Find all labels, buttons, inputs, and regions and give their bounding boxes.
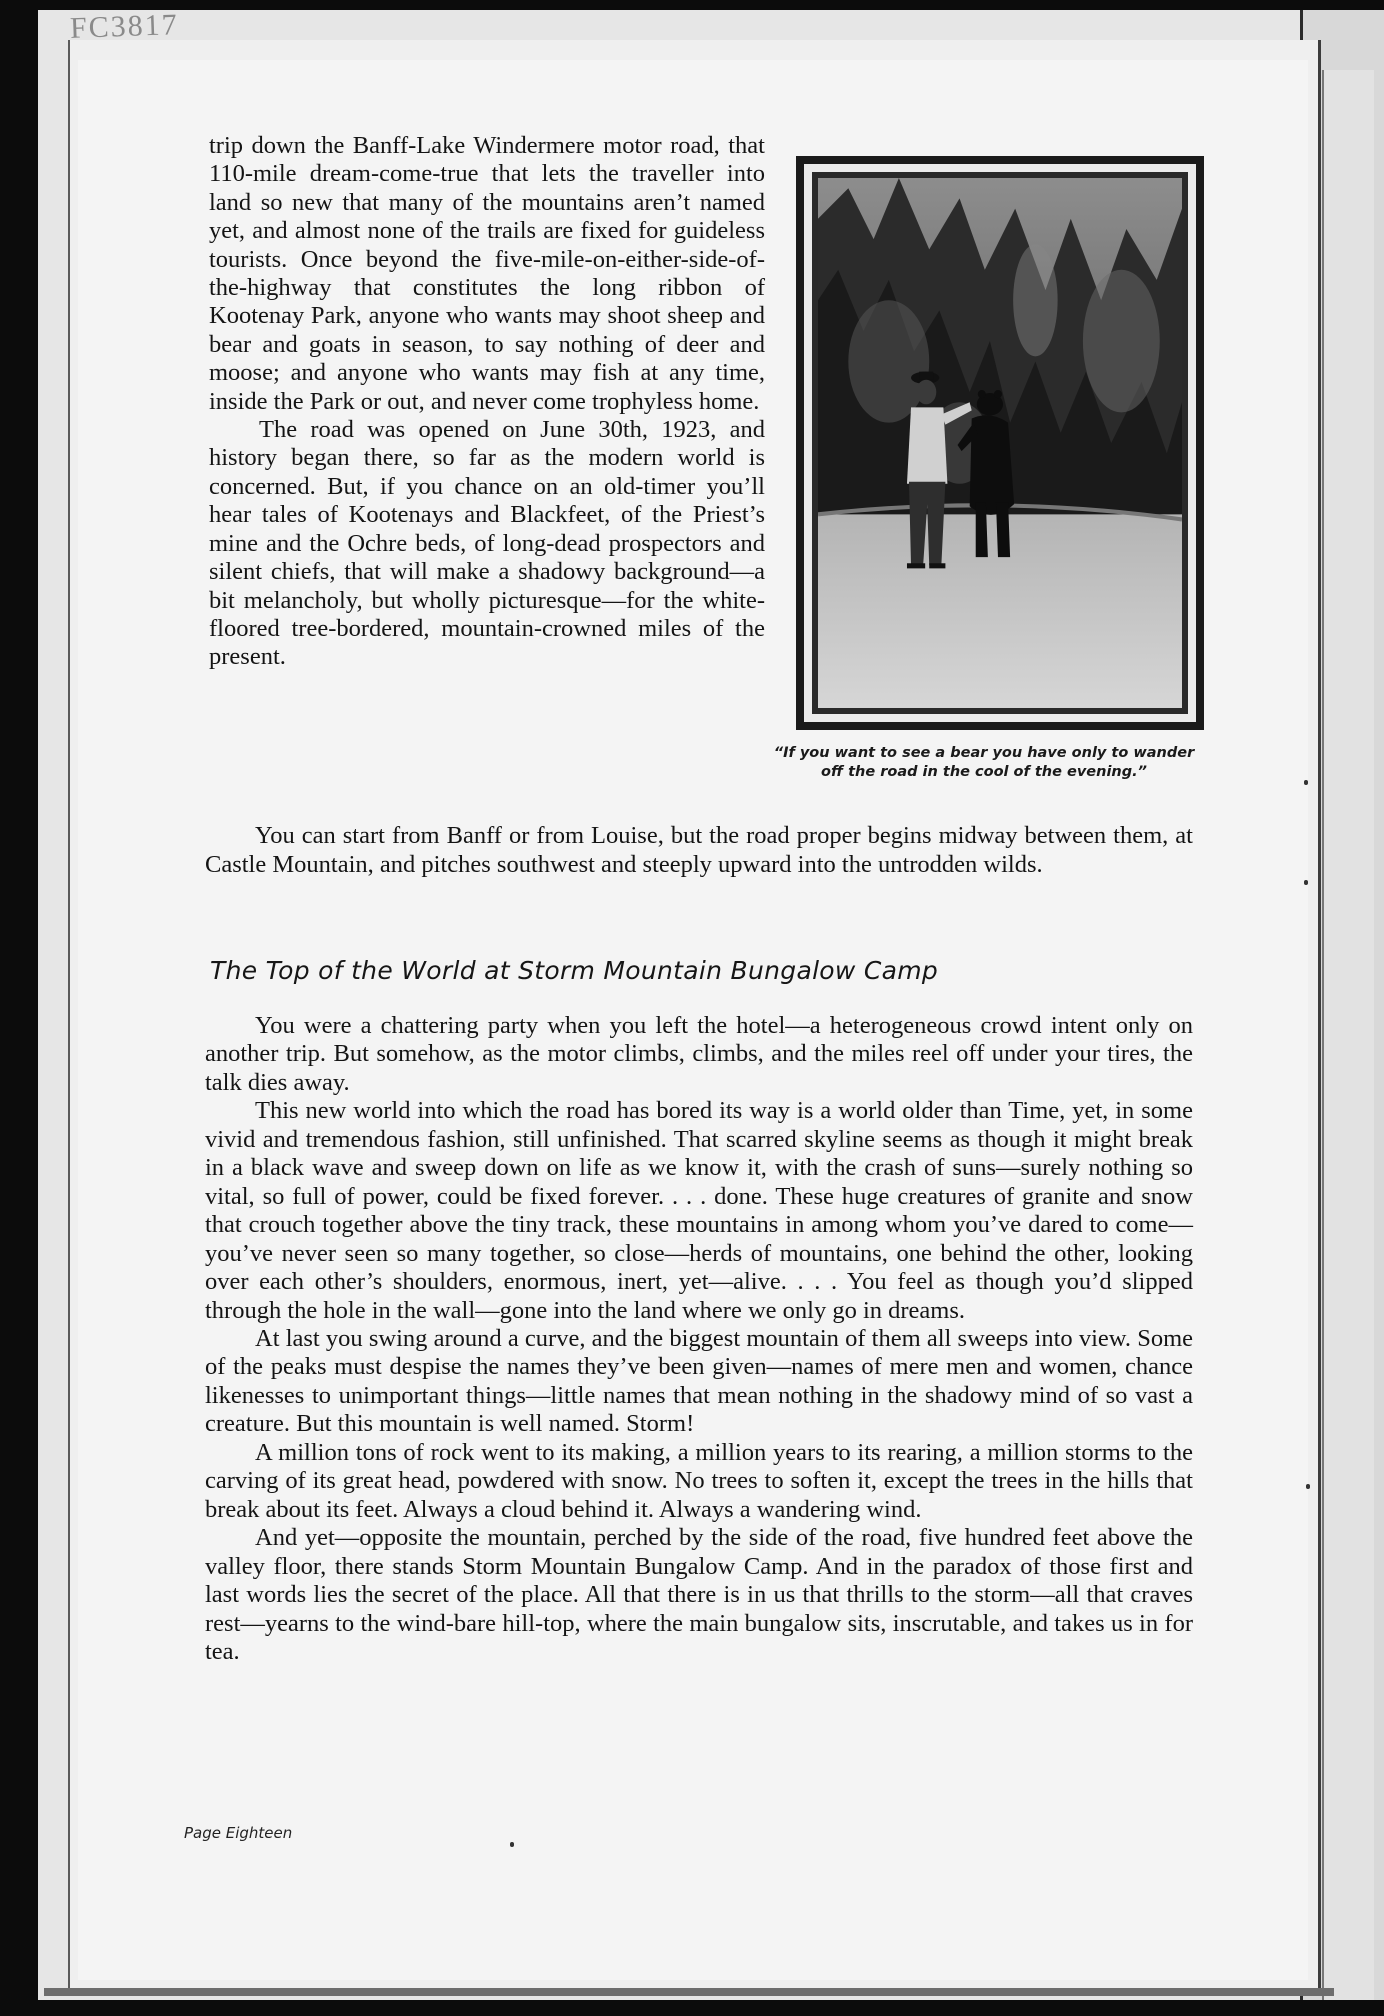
paragraph: You can start from Banff or from Louise, but the road proper begins midway between them, at Castle Mountain, and pitches southwest and steeply upward into the untrodden wilds.: [205, 822, 1193, 878]
paragraph: A million tons of rock went to its making, a million years to its rearing, a million storms to the carving of its great head, powdered with snow. No trees to soften it, except the trees in the hills that break about its feet. Always a cloud behind it. Always a wandering wind.: [205, 1438, 1193, 1523]
paragraph: You were a chattering party when you left the hotel—a heterogeneous crowd intent only on another trip. But somehow, as the motor climbs, climbs, and the miles reel off under your tires, the talk dies away.: [205, 1012, 1193, 1096]
paragraph: This new world into which the road has bored its way is a world older than Time, yet, in some vivid and tremendous fashion, still unfinished. That scarred skyline seems as though it might break in a black wave and sweep down on life as we know it, with the crash of suns—surely nothing so vital, so full of power, could be fixed forever. . . . done. These huge creatures of granite and snow that crouch together above the tiny track, these mountains in among whom you’ve dared to come—you’ve never seen so many together, so close—herds of mountains, one behind the other, looking over each other’s shoulders, enormous, inert, yet—alive. . . . You feel as though you’d slipped through the hole in the wall—gone into the land where we only go in dreams.: [205, 1097, 1193, 1324]
paragraph: At last you swing around a curve, and the biggest mountain of them all sweeps into view. Some of the peaks must despise the names they’ve been given—names of mere men and women, chance likenesses to unimportant things—little names that mean nothing in the shadowy mind of so vast a creature. But this mountain is well named. Storm!: [205, 1324, 1193, 1438]
photo-caption: “If you want to see a bear you have only to wander off the road in the cool of the evening.”: [773, 745, 1195, 780]
scan-speck: [510, 1842, 514, 1847]
scan-speck: [1304, 880, 1308, 885]
paragraph: The road was opened on June 30th, 1923, and history began there, so far as the modern world is concerned. But, if you chance on an old-timer you’ll hear tales of Kootenays and Blackfeet, of the Priest’s mine and the Ochre beds, of long-dead prospectors and silent chiefs, that will make a shadowy background—a bit melancholy, but wholly picturesque—for the white-floored tree-bordered, mountain-crowned miles of the present.: [209, 416, 765, 671]
photo-mat: [804, 164, 1196, 722]
catalog-mark: FC3817: [69, 8, 180, 45]
page-bottom-shadow: [44, 1988, 1334, 1996]
full-width-paragraph: [205, 822, 1193, 879]
facing-page-inner-edge: [1322, 70, 1374, 2000]
scan-speck: [1304, 780, 1308, 785]
section-body: [205, 1012, 1193, 1666]
photo-border: [812, 172, 1188, 714]
photo-frame: [796, 156, 1204, 730]
page-number: Page Eighteen: [184, 1824, 293, 1842]
section-heading: The Top of the World at Storm Mountain Bungalow Camp: [210, 956, 939, 985]
paragraph: And yet—opposite the mountain, perched by the side of the road, five hundred feet above the valley floor, there stands Storm Mountain Bungalow Camp. And in the paradox of those first and last words lies the secret of the place. All that there is in us that thrills to the storm—all that craves rest—yearns to the wind-bare hill-top, where the main bungalow sits, inscrutable, and takes us in for tea.: [205, 1524, 1193, 1665]
left-column-text: [209, 132, 765, 672]
scan-speck: [1306, 1484, 1310, 1489]
bear-and-man-photo-icon: [818, 178, 1182, 708]
paragraph: trip down the Banff-Lake Windermere motor road, that 110-mile dream-come-true that lets the traveller into land so new that many of the mountains aren’t named yet, and almost none of the trails are fixed for guideless tourists. Once beyond the five-mile-on-either-side-of-the-highway that constitutes the long ribbon of Kootenay Park, anyone who wants may shoot sheep and bear and goats in season, to say nothing of deer and moose; and anyone who wants may fish at any time, inside the Park or out, and never come trophyless home.: [209, 132, 765, 415]
